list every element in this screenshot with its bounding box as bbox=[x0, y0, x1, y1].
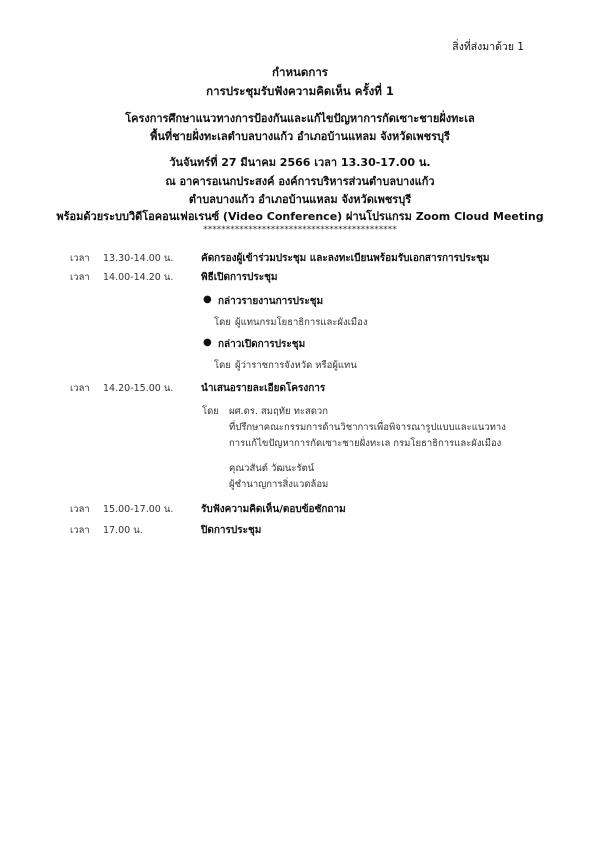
project-line-1: โครงการศึกษาแนวทางการป้องกันและแก้ไขปัญหาการกัดเซาะชายฝั่งทะเล bbox=[125, 112, 475, 125]
by-label: โดย bbox=[214, 317, 231, 328]
time-label: เวลา bbox=[70, 253, 90, 264]
presenter-name: ผศ.ดร. สมฤทัย ทะสดวก bbox=[229, 406, 329, 417]
time-value: 17.00 น. bbox=[103, 525, 143, 536]
project-line-2: พื้นที่ชายฝั่งทะเลตำบลบางแก้ว อำเภอบ้านแหลม จังหวัดเพชรบุรี bbox=[150, 130, 450, 143]
presenter-role: การแก้ไขปัญหาการกัดเซาะชายฝั่งทะเล กรมโยธาธิการและผังเมือง bbox=[229, 438, 502, 449]
sub-item-title: กล่าวเปิดการประชุม bbox=[218, 339, 306, 350]
time-label: เวลา bbox=[70, 272, 90, 283]
by-label: โดย bbox=[202, 406, 219, 417]
meeting-subtitle: การประชุมรับฟังความคิดเห็น ครั้งที่ 1 bbox=[206, 84, 394, 98]
by-label: โดย bbox=[214, 360, 231, 371]
time-value: 15.00-17.00 น. bbox=[103, 504, 174, 515]
agenda-title: พิธีเปิดการประชุม bbox=[201, 272, 278, 283]
time-value: 14.00-14.20 น. bbox=[103, 272, 174, 283]
time-label: เวลา bbox=[70, 383, 90, 394]
venue-line-1: ณ อาคารอเนกประสงค์ องค์การบริหารส่วนตำบลบางแก้ว bbox=[165, 175, 435, 188]
time-label: เวลา bbox=[70, 525, 90, 536]
by-value: ผู้ว่าราชการจังหวัด หรือผู้แทน bbox=[235, 360, 357, 371]
attachment-label: สิ่งที่ส่งมาด้วย 1 bbox=[452, 41, 524, 53]
sub-item-title: กล่าวรายงานการประชุม bbox=[218, 296, 324, 307]
presenter-role: ผู้ชำนาญการสิ่งแวดล้อม bbox=[229, 479, 329, 490]
venue-line-2: ตำบลบางแก้ว อำเภอบ้านแหลม จังหวัดเพชรบุรี bbox=[188, 193, 412, 206]
agenda-title: ปิดการประชุม bbox=[201, 525, 262, 536]
agenda-title: คัดกรองผู้เข้าร่วมประชุม และลงทะเบียนพร้อมรับเอกสารการประชุม bbox=[201, 253, 490, 264]
time-value: 13.30-14.00 น. bbox=[103, 253, 174, 264]
time-label: เวลา bbox=[70, 504, 90, 515]
agenda-title: รับฟังความคิดเห็น/ตอบข้อซักถาม bbox=[201, 504, 346, 515]
star-divider: ******************************************* bbox=[203, 225, 397, 235]
online-line: พร้อมด้วยระบบวิดีโอคอนเฟอเรนซ์ (Video Conference) ผ่านโปรแกรม Zoom Cloud Meeting bbox=[56, 210, 544, 223]
agenda-title: นำเสนอรายละเอียดโครงการ bbox=[201, 383, 326, 394]
time-value: 14.20-15.00 น. bbox=[103, 383, 174, 394]
bullet-icon: ● bbox=[203, 294, 212, 305]
document-title: กำหนดการ bbox=[272, 65, 328, 79]
meeting-date: วันจันทร์ที่ 27 มีนาคม 2566 เวลา 13.30-17.00 น. bbox=[169, 156, 431, 169]
presenter-name: คุณวสันต์ วัฒนะรัตน์ bbox=[229, 463, 315, 474]
bullet-icon: ● bbox=[203, 337, 212, 348]
presenter-role: ที่ปรึกษาคณะกรรมการด้านวิชาการเพื่อพิจารณารูปแบบและแนวทาง bbox=[229, 422, 506, 433]
by-value: ผู้แทนกรมโยธาธิการและผังเมือง bbox=[235, 317, 368, 328]
